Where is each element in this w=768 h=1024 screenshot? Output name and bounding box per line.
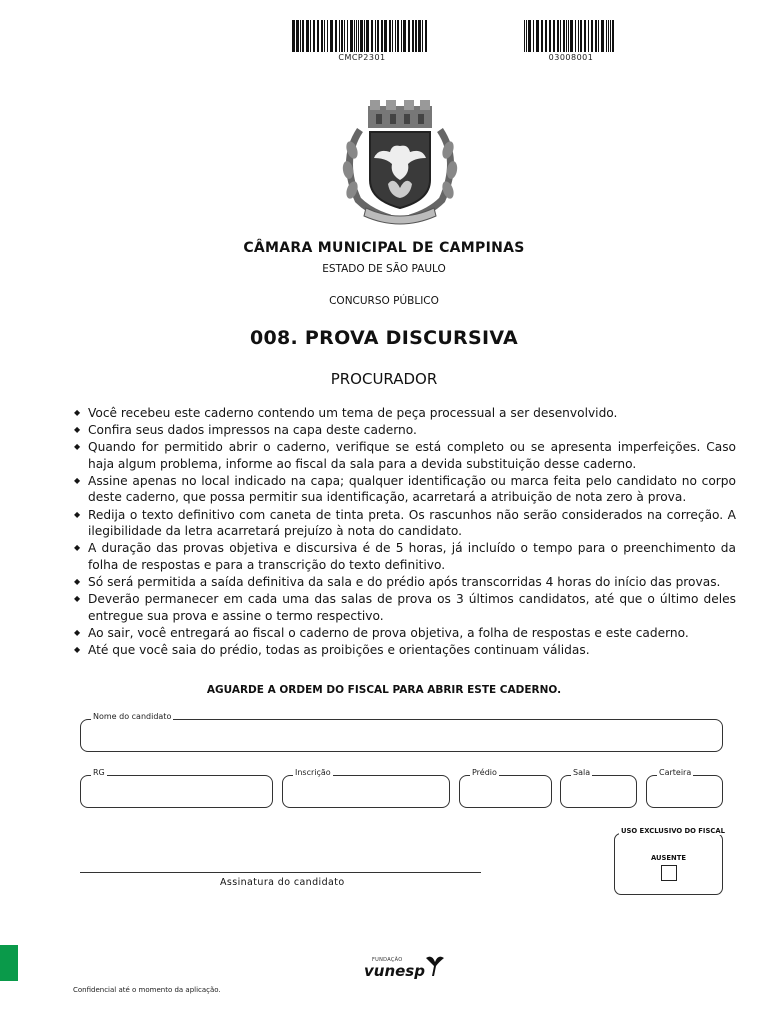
wait-notice: AGUARDE A ORDEM DO FISCAL PARA ABRIR ESTE CADERNO. <box>206 684 562 696</box>
barcode-bar <box>425 20 427 52</box>
barcode-bar <box>321 20 323 52</box>
instruction-item: ◆ Confira seus dados impressos na capa deste caderno. <box>74 422 736 439</box>
inscricao-field[interactable] <box>282 768 450 808</box>
position-title: PROCURADOR <box>330 370 438 388</box>
barcode-bar <box>300 20 301 52</box>
barcode-bar <box>563 20 565 52</box>
barcode-bar <box>549 20 551 52</box>
predio-field[interactable] <box>459 768 552 808</box>
barcode-bar <box>389 20 391 52</box>
instruction-item: ◆ Redija o texto definitivo com caneta de tinta preta. Os rascunhos não serão considerados na correção. A ilegibilidade da letra acarretará prejuízo à nota do candidato. <box>74 507 736 540</box>
barcode-bar <box>347 20 348 52</box>
vunesp-logo-small: FUNDAÇÃO <box>372 957 403 963</box>
confidential-notice: Confidencial até o momento da aplicação. <box>73 986 221 994</box>
barcode-bar <box>536 20 539 52</box>
barcode-bar <box>584 20 586 52</box>
barcode-bar <box>553 20 555 52</box>
rg-field[interactable] <box>80 768 273 808</box>
instruction-item: ◆ Ao sair, você entregará ao fiscal o caderno de prova objetiva, a folha de respostas e este caderno. <box>74 625 736 642</box>
barcode-bar <box>601 20 604 52</box>
barcode-bar <box>591 20 593 52</box>
instruction-item: ◆ Quando for permitido abrir o caderno, verifique se está completo ou se apresenta imperfeições. Caso haja algum problema, informe ao fiscal da sala para a devida substituição desse caderno. <box>74 439 736 472</box>
barcode-bar <box>327 20 328 52</box>
sala-field[interactable] <box>560 768 637 808</box>
barcode-bar <box>397 20 399 52</box>
barcode-bar <box>422 20 423 52</box>
barcode-bar <box>612 20 614 52</box>
barcode-bar <box>403 20 406 52</box>
barcode-left-label: CMCP2301 <box>338 53 386 62</box>
barcode-bar <box>392 20 393 52</box>
carteira-field[interactable] <box>646 768 723 808</box>
barcode-bar <box>356 20 357 52</box>
candidate-name-label: Nome do candidato <box>93 712 172 721</box>
barcode-bar <box>598 20 599 52</box>
barcode-bar <box>360 20 363 52</box>
barcode-bar <box>524 20 525 52</box>
barcode-bar <box>381 20 383 52</box>
barcode-bar <box>588 20 589 52</box>
barcode-bar <box>401 20 402 52</box>
instruction-item: ◆ Até que você saia do prédio, todas as proibições e orientações continuam válidas. <box>74 642 736 659</box>
barcode-bar <box>306 20 309 52</box>
barcode-bar <box>606 20 607 52</box>
barcode-bar <box>292 20 295 52</box>
barcode-bar <box>568 20 569 52</box>
barcode-bar <box>533 20 534 52</box>
institution-title: CÂMARA MUNICIPAL DE CAMPINAS <box>243 240 525 256</box>
barcode-bar <box>339 20 340 52</box>
sala-label: Sala <box>573 768 591 777</box>
carteira-label: Carteira <box>659 768 692 777</box>
barcode-bar <box>375 20 376 52</box>
coat-of-arms-emblem <box>330 100 470 228</box>
vunesp-bird-icon <box>424 954 446 978</box>
barcode-bar <box>317 20 319 52</box>
fiscal-use-box <box>614 827 725 895</box>
barcode-bar <box>341 20 343 52</box>
candidate-name-field[interactable] <box>80 712 723 752</box>
barcode-bar <box>324 20 325 52</box>
signature-line[interactable] <box>80 872 481 873</box>
barcode-bar <box>610 20 611 52</box>
state-subtitle: ESTADO DE SÃO PAULO <box>322 263 446 275</box>
instructions-list <box>74 405 736 659</box>
barcode-bar <box>377 20 379 52</box>
barcode-bar <box>608 20 609 52</box>
barcode-bar <box>335 20 337 52</box>
instruction-item: ◆ A duração das provas objetiva e discursiva é de 5 horas, já incluído o tempo para o preenchimento da folha de respostas e para a transcrição do texto definitivo. <box>74 540 736 573</box>
barcode-bar <box>566 20 567 52</box>
barcode-bar <box>310 20 311 52</box>
barcode-bar <box>560 20 561 52</box>
barcode-bar <box>415 20 417 52</box>
barcode-right <box>524 20 616 52</box>
barcode-bar <box>412 20 414 52</box>
barcode-bar <box>330 20 333 52</box>
barcode-bar <box>578 20 579 52</box>
barcode-bar <box>570 20 573 52</box>
barcode-bar <box>296 20 299 52</box>
barcode-bar <box>358 20 359 52</box>
absent-checkbox[interactable] <box>661 865 677 881</box>
instruction-item: ◆ Assine apenas no local indicado na capa; qualquer identificação ou marca feita pelo candidato no corpo deste caderno, que possa permitir sua identificação, acarretará a atribuição de nota zero à prova. <box>74 473 736 506</box>
barcode-bar <box>371 20 373 52</box>
barcode-bar <box>557 20 559 52</box>
predio-label: Prédio <box>472 768 497 777</box>
inscricao-label: Inscrição <box>295 768 331 777</box>
barcode-bar <box>575 20 576 52</box>
barcode-bar <box>302 20 304 52</box>
instruction-item: ◆ Deverão permanecer em cada uma das salas de prova os 3 últimos candidatos, até que o último deles entregue sua prova e assine o termo respectivo. <box>74 591 736 624</box>
barcode-bar <box>545 20 547 52</box>
barcode-bar <box>366 20 369 52</box>
barcode-bar <box>408 20 410 52</box>
barcode-bar <box>384 20 387 52</box>
barcode-bar <box>395 20 396 52</box>
barcode-bar <box>364 20 365 52</box>
fiscal-use-title: USO EXCLUSIVO DO FISCAL <box>621 827 725 835</box>
exam-title: 008. PROVA DISCURSIVA <box>249 327 519 349</box>
absent-label: AUSENTE <box>650 854 687 862</box>
instruction-item: ◆ Você recebeu este caderno contendo um tema de peça processual a ser desenvolvido. <box>74 405 736 422</box>
vunesp-logo: vunesp <box>364 962 425 980</box>
barcode-bar <box>595 20 597 52</box>
signature-label: Assinatura do candidato <box>220 877 345 888</box>
green-side-tab <box>0 945 18 981</box>
rg-label: RG <box>93 768 105 777</box>
contest-label: CONCURSO PÚBLICO <box>329 295 439 307</box>
barcode-left <box>292 20 429 52</box>
barcode-bar <box>541 20 543 52</box>
barcode-right-label: 03008001 <box>548 53 594 62</box>
barcode-bar <box>354 20 355 52</box>
barcode-bar <box>344 20 345 52</box>
barcode-bar <box>526 20 527 52</box>
barcode-bar <box>528 20 531 52</box>
barcode-bar <box>313 20 315 52</box>
instruction-item: ◆ Só será permitida a saída definitiva da sala e do prédio após transcorridas 4 horas do início das provas. <box>74 574 736 591</box>
barcode-bar <box>580 20 582 52</box>
barcode-bar <box>418 20 421 52</box>
barcode-bar <box>350 20 353 52</box>
